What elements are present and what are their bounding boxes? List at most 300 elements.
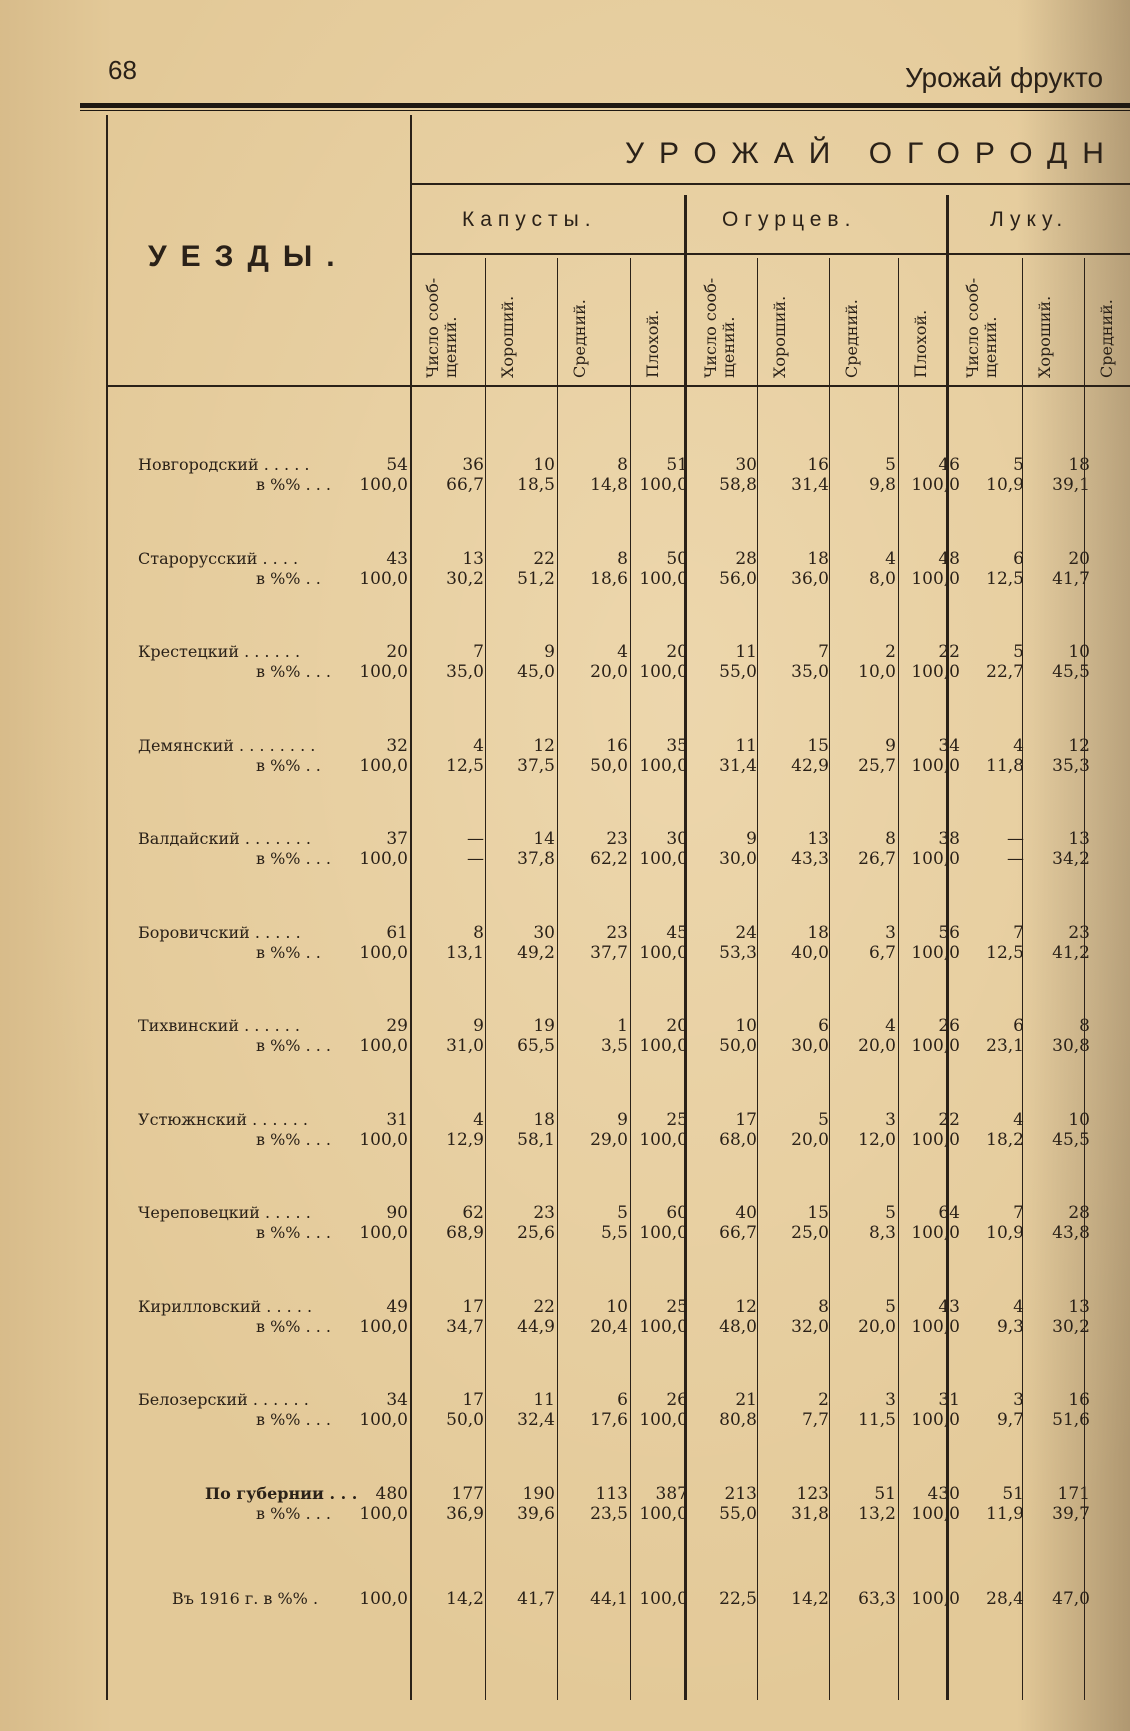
count-cell: 23 — [606, 922, 628, 943]
percent-cell: 100,0 — [359, 1223, 408, 1243]
percent-cell: 100,0 — [359, 1410, 408, 1430]
percent-cell: 12,5 — [446, 755, 484, 776]
count-cell: 4 — [617, 642, 628, 662]
percent-cell: 68,9 — [446, 1223, 484, 1243]
percent-cell: 31,0 — [446, 1036, 484, 1056]
row-uezd-name: Устюжнский . . . . . . — [138, 1109, 309, 1129]
count-cell: 28 — [735, 548, 757, 569]
percent-cell: 36,9 — [446, 1503, 484, 1524]
count-cell: 20 — [666, 1016, 688, 1036]
count-cell: 9 — [544, 642, 555, 662]
count-cell: 31 — [386, 1109, 408, 1130]
count-cell: 23 — [606, 829, 628, 849]
percent-cell: 100,0 — [359, 568, 408, 589]
percent-cell: 56,0 — [719, 568, 757, 589]
percent-cell: 66,7 — [719, 1223, 757, 1243]
count-cell: 8 — [473, 922, 484, 943]
count-cell: 4 — [885, 548, 896, 569]
column-header — [964, 278, 1000, 378]
percent-cell: 100,0 — [911, 1223, 960, 1243]
percent-cell: 23,5 — [590, 1503, 628, 1524]
count-cell: 18 — [807, 922, 829, 943]
row-percent-label: в %% . . . — [256, 849, 332, 868]
count-cell: 8 — [885, 829, 896, 849]
count-cell: 7 — [473, 642, 484, 662]
count-cell: 9 — [617, 1109, 628, 1130]
count-cell: 480 — [375, 1483, 408, 1504]
percent-cell: 18,5 — [517, 475, 555, 495]
percent-cell: 100,0 — [911, 942, 960, 963]
percent-cell: 100,0 — [359, 849, 408, 869]
count-cell: 6 — [1013, 548, 1024, 569]
row-1916-name: Въ 1916 г. в %% . — [172, 1589, 319, 1608]
count-cell: 56 — [938, 922, 960, 943]
count-cell: 4 — [473, 735, 484, 756]
count-cell: 5 — [885, 1203, 896, 1223]
column-header-line: Плохой. — [643, 309, 662, 378]
column-header-line: Число сооб- — [963, 277, 982, 378]
percent-cell: 100,0 — [639, 1223, 688, 1243]
count-cell: 15 — [807, 1203, 829, 1223]
percent-cell: 20,0 — [590, 662, 628, 682]
count-cell: 177 — [451, 1483, 484, 1504]
column-header-line: Число сооб- — [701, 277, 720, 378]
row-percent-label: в %% . . . — [256, 475, 332, 494]
percent-cell: 12,0 — [858, 1129, 896, 1150]
count-cell: 171 — [1057, 1483, 1090, 1504]
percent-cell: 100,0 — [359, 1503, 408, 1524]
percent-cell: 35,0 — [791, 662, 829, 682]
count-cell: 10 — [606, 1296, 628, 1317]
count-cell: 6 — [818, 1016, 829, 1036]
percent-cell: 39,7 — [1052, 1503, 1090, 1524]
percent-cell: 3,5 — [600, 1036, 628, 1056]
percent-cell: 100,0 — [639, 1036, 688, 1056]
column-header — [644, 310, 662, 378]
row-percent-label: в %% . . . — [256, 1223, 332, 1242]
count-cell: — — [467, 829, 484, 849]
count-cell: 54 — [386, 455, 408, 475]
percent-cell: 6,7 — [868, 942, 896, 963]
column-rule — [106, 115, 108, 1700]
percent-cell: 100,0 — [359, 942, 408, 963]
percent-cell: 50,0 — [590, 755, 628, 776]
percent-cell: — — [1007, 849, 1024, 869]
count-cell: 113 — [595, 1483, 628, 1504]
column-header-line: Средний. — [570, 299, 589, 378]
count-cell: 16 — [807, 455, 829, 475]
header-rule — [410, 253, 1130, 255]
percent-cell: 30,8 — [1052, 1036, 1090, 1056]
percent-cell: 37,7 — [590, 942, 628, 963]
percent-cell: 41,7 — [1052, 568, 1090, 589]
percent-cell: 100,0 — [359, 1036, 408, 1056]
row-uezd-name: Крестецкий . . . . . . — [138, 642, 301, 661]
count-cell: 22 — [533, 1296, 555, 1317]
percent-cell: 25,0 — [791, 1223, 829, 1243]
percent-cell: 11,5 — [858, 1410, 896, 1430]
count-cell: 4 — [1013, 735, 1024, 756]
column-header-line: щений. — [981, 316, 1000, 378]
percent-cell: 100,0 — [911, 849, 960, 869]
percent-cell: 51,6 — [1052, 1410, 1090, 1430]
percent-cell: 100,0 — [911, 1410, 960, 1430]
percent-cell: 100,0 — [639, 755, 688, 776]
row-uezd-name: Демянский . . . . . . . . — [138, 735, 316, 755]
count-cell: 38 — [938, 829, 960, 849]
percent-1916-cell: 100,0 — [639, 1589, 688, 1609]
percent-cell: 100,0 — [911, 662, 960, 682]
count-cell: 43 — [938, 1296, 960, 1317]
row-uezd-name: Старорусский . . . . — [138, 548, 299, 568]
row-percent-label: в %% . . . — [256, 1410, 332, 1429]
count-cell: 15 — [807, 735, 829, 756]
count-cell: 190 — [522, 1483, 555, 1504]
count-cell: 13 — [807, 829, 829, 849]
count-cell: 30 — [666, 829, 688, 849]
percent-cell: 80,8 — [719, 1410, 757, 1430]
row-percent-label: в %% . . . — [256, 1503, 332, 1523]
percent-cell: 100,0 — [359, 1129, 408, 1150]
percent-cell: 30,2 — [1052, 1316, 1090, 1337]
row-uezd-name: Кирилловский . . . . . — [138, 1296, 313, 1316]
count-cell: 18 — [807, 548, 829, 569]
count-cell: 49 — [386, 1296, 408, 1317]
count-cell: 4 — [1013, 1109, 1024, 1130]
percent-1916-cell: 100,0 — [911, 1589, 960, 1609]
group-onion: Луку. — [990, 208, 1069, 231]
percent-cell: 26,7 — [858, 849, 896, 869]
percent-cell: 30,0 — [791, 1036, 829, 1056]
page-number: 68 — [108, 55, 137, 85]
column-header — [1098, 299, 1116, 378]
percent-cell: 41,2 — [1052, 942, 1090, 963]
percent-cell: 58,8 — [719, 475, 757, 495]
percent-cell: 13,1 — [446, 942, 484, 963]
percent-cell: 5,5 — [600, 1223, 628, 1243]
count-cell: 60 — [666, 1203, 688, 1223]
percent-1916-cell: 14,2 — [791, 1589, 829, 1609]
column-header — [571, 299, 589, 378]
percent-cell: 7,7 — [801, 1410, 829, 1430]
count-cell: 10 — [1068, 642, 1090, 662]
count-cell: 12 — [533, 735, 555, 756]
percent-cell: 12,9 — [446, 1129, 484, 1150]
count-cell: 30 — [533, 922, 555, 943]
percent-cell: 44,9 — [517, 1316, 555, 1337]
count-cell: 50 — [666, 548, 688, 569]
count-cell: 8 — [1079, 1016, 1090, 1036]
percent-cell: 29,0 — [590, 1129, 628, 1150]
percent-cell: 8,3 — [868, 1223, 896, 1243]
count-cell: 5 — [818, 1109, 829, 1130]
column-header — [424, 278, 460, 378]
running-head: Урожай фрукто — [905, 62, 1104, 93]
count-cell: 16 — [606, 735, 628, 756]
column-header — [702, 278, 738, 378]
column-rule — [898, 258, 899, 1700]
row-percent-label: в %% . . . — [256, 662, 332, 681]
percent-cell: 100,0 — [639, 568, 688, 589]
count-cell: 13 — [1068, 829, 1090, 849]
count-cell: 9 — [885, 735, 896, 756]
column-rule — [410, 115, 412, 1700]
count-cell: 62 — [462, 1203, 484, 1223]
count-cell: 5 — [1013, 455, 1024, 475]
count-cell: 35 — [666, 735, 688, 756]
count-cell: 12 — [735, 1296, 757, 1317]
percent-cell: 31,4 — [791, 475, 829, 495]
count-cell: 21 — [735, 1390, 757, 1410]
row-percent-label: в %% . . — [256, 755, 321, 775]
percent-1916-cell: 63,3 — [858, 1589, 896, 1609]
percent-cell: 100,0 — [911, 755, 960, 776]
percent-1916-cell: 28,4 — [986, 1589, 1024, 1609]
column-rule — [485, 258, 486, 1700]
percent-cell: 100,0 — [639, 1316, 688, 1337]
count-cell: 64 — [938, 1203, 960, 1223]
count-cell: 10 — [1068, 1109, 1090, 1130]
percent-1916-cell: 14,2 — [446, 1589, 484, 1609]
column-header — [912, 310, 930, 378]
row-percent-label: в %% . . — [256, 942, 321, 962]
percent-cell: 55,0 — [719, 662, 757, 682]
group-cabbage: Капусты. — [462, 208, 597, 231]
count-cell: 2 — [885, 642, 896, 662]
percent-cell: 9,7 — [996, 1410, 1024, 1430]
percent-cell: 17,6 — [590, 1410, 628, 1430]
count-cell: 9 — [473, 1016, 484, 1036]
count-cell: 10 — [533, 455, 555, 475]
count-cell: 5 — [1013, 642, 1024, 662]
column-header-line: Хороший. — [770, 295, 789, 378]
count-cell: 6 — [617, 1390, 628, 1410]
count-cell: 3 — [885, 922, 896, 943]
count-cell: 46 — [938, 455, 960, 475]
row-uezd-name: По губернии . . . — [205, 1483, 358, 1503]
count-cell: 13 — [462, 548, 484, 569]
percent-cell: 100,0 — [911, 568, 960, 589]
percent-cell: 49,2 — [517, 942, 555, 963]
column-header-line: Плохой. — [911, 309, 930, 378]
percent-cell: 45,0 — [517, 662, 555, 682]
count-cell: 43 — [386, 548, 408, 569]
row-percent-label: в %% . . . — [256, 1129, 332, 1149]
count-cell: 3 — [1013, 1390, 1024, 1410]
count-cell: 387 — [655, 1483, 688, 1504]
column-header-line: щений. — [719, 316, 738, 378]
percent-cell: 55,0 — [719, 1503, 757, 1524]
percent-cell: 100,0 — [639, 942, 688, 963]
top-rule — [80, 103, 1130, 108]
column-header — [843, 299, 861, 378]
percent-cell: 100,0 — [911, 1129, 960, 1150]
count-cell: 31 — [938, 1390, 960, 1410]
percent-cell: 100,0 — [911, 1503, 960, 1524]
count-cell: 9 — [746, 829, 757, 849]
percent-cell: 20,0 — [858, 1316, 896, 1337]
percent-cell: 20,0 — [858, 1036, 896, 1056]
percent-cell: 25,7 — [858, 755, 896, 776]
percent-cell: 22,7 — [986, 662, 1024, 682]
percent-cell: 10,9 — [986, 475, 1024, 495]
percent-cell: 31,8 — [791, 1503, 829, 1524]
column-header — [1036, 296, 1054, 378]
count-cell: 11 — [735, 735, 757, 756]
row-percent-label: в %% . . — [256, 568, 321, 588]
percent-1916-cell: 100,0 — [359, 1589, 408, 1609]
count-cell: 213 — [724, 1483, 757, 1504]
percent-cell: 43,8 — [1052, 1223, 1090, 1243]
count-cell: 24 — [735, 922, 757, 943]
percent-cell: 23,1 — [986, 1036, 1024, 1056]
row-uezd-name: Белозерский . . . . . . — [138, 1390, 309, 1409]
percent-cell: 8,0 — [868, 568, 896, 589]
percent-cell: 100,0 — [359, 1316, 408, 1337]
count-cell: 26 — [938, 1016, 960, 1036]
percent-cell: 12,5 — [986, 568, 1024, 589]
count-cell: 430 — [927, 1483, 960, 1504]
uezdy-header: УЕЗДЫ. — [148, 240, 349, 273]
percent-cell: 13,2 — [858, 1503, 896, 1524]
percent-cell: 11,9 — [986, 1503, 1024, 1524]
percent-1916-cell: 47,0 — [1052, 1589, 1090, 1609]
percent-cell: 50,0 — [719, 1036, 757, 1056]
percent-cell: 50,0 — [446, 1410, 484, 1430]
percent-cell: 10,0 — [858, 662, 896, 682]
count-cell: 3 — [885, 1109, 896, 1130]
count-cell: 1 — [617, 1016, 628, 1036]
percent-cell: 40,0 — [791, 942, 829, 963]
count-cell: 5 — [885, 1296, 896, 1317]
row-uezd-name: Боровичский . . . . . — [138, 922, 301, 942]
percent-cell: 37,8 — [517, 849, 555, 869]
count-cell: 37 — [386, 829, 408, 849]
percent-cell: 39,6 — [517, 1503, 555, 1524]
percent-cell: 45,5 — [1052, 1129, 1090, 1150]
count-cell: 45 — [666, 922, 688, 943]
count-cell: 28 — [1068, 1203, 1090, 1223]
row-percent-label: в %% . . . — [256, 1316, 332, 1336]
count-cell: 36 — [462, 455, 484, 475]
count-cell: 22 — [533, 548, 555, 569]
harvest-header: УРОЖАЙ ОГОРОДН — [625, 137, 1119, 170]
column-header-line: Число сооб- — [423, 277, 442, 378]
count-cell: 8 — [617, 455, 628, 475]
percent-cell: — — [467, 849, 484, 869]
column-header-line: Средний. — [842, 299, 861, 378]
percent-1916-cell: 44,1 — [590, 1589, 628, 1609]
count-cell: 23 — [533, 1203, 555, 1223]
percent-cell: 45,5 — [1052, 662, 1090, 682]
percent-cell: 51,2 — [517, 568, 555, 589]
percent-cell: 53,3 — [719, 942, 757, 963]
percent-cell: 66,7 — [446, 475, 484, 495]
count-cell: 123 — [796, 1483, 829, 1504]
percent-cell: 35,0 — [446, 662, 484, 682]
count-cell: 34 — [938, 735, 960, 756]
count-cell: 5 — [617, 1203, 628, 1223]
column-rule — [829, 258, 830, 1700]
count-cell: 29 — [386, 1016, 408, 1036]
count-cell: 12 — [1068, 735, 1090, 756]
count-cell: 51 — [874, 1483, 896, 1504]
count-cell: 61 — [386, 922, 408, 943]
percent-cell: 48,0 — [719, 1316, 757, 1337]
percent-cell: 39,1 — [1052, 475, 1090, 495]
count-cell: 3 — [885, 1390, 896, 1410]
percent-cell: 68,0 — [719, 1129, 757, 1150]
row-uezd-name: Новгородский . . . . . — [138, 455, 310, 474]
percent-1916-cell: 41,7 — [517, 1589, 555, 1609]
count-cell: 17 — [462, 1390, 484, 1410]
percent-cell: 30,2 — [446, 568, 484, 589]
count-cell: 48 — [938, 548, 960, 569]
percent-cell: 37,5 — [517, 755, 555, 776]
percent-cell: 32,4 — [517, 1410, 555, 1430]
count-cell: 26 — [666, 1390, 688, 1410]
percent-cell: 100,0 — [639, 1129, 688, 1150]
percent-cell: 25,6 — [517, 1223, 555, 1243]
count-cell: 34 — [386, 1390, 408, 1410]
count-cell: 11 — [533, 1390, 555, 1410]
header-rule — [410, 183, 1130, 185]
percent-cell: 100,0 — [639, 662, 688, 682]
count-cell: 19 — [533, 1016, 555, 1036]
count-cell: 32 — [386, 735, 408, 756]
count-cell: 13 — [1068, 1296, 1090, 1317]
count-cell: 20 — [1068, 548, 1090, 569]
count-cell: 2 — [818, 1390, 829, 1410]
percent-cell: 100,0 — [911, 1036, 960, 1056]
row-percent-label: в %% . . . — [256, 1036, 332, 1055]
percent-cell: 62,2 — [590, 849, 628, 869]
count-cell: 20 — [666, 642, 688, 662]
percent-cell: 43,3 — [791, 849, 829, 869]
percent-cell: 30,0 — [719, 849, 757, 869]
percent-cell: 10,9 — [986, 1223, 1024, 1243]
percent-cell: 100,0 — [359, 755, 408, 776]
percent-cell: 100,0 — [639, 1410, 688, 1430]
column-rule — [757, 258, 758, 1700]
percent-cell: 65,5 — [517, 1036, 555, 1056]
count-cell: 4 — [1013, 1296, 1024, 1317]
column-header-line: Средний. — [1097, 299, 1116, 378]
percent-cell: 20,0 — [791, 1129, 829, 1150]
percent-cell: 34,7 — [446, 1316, 484, 1337]
count-cell: 40 — [735, 1203, 757, 1223]
percent-cell: 9,8 — [868, 475, 896, 495]
count-cell: 11 — [735, 642, 757, 662]
count-cell: 51 — [1002, 1483, 1024, 1504]
count-cell: 16 — [1068, 1390, 1090, 1410]
column-rule — [557, 258, 558, 1700]
percent-cell: 32,0 — [791, 1316, 829, 1337]
count-cell: 22 — [938, 642, 960, 662]
percent-cell: 100,0 — [639, 475, 688, 495]
percent-cell: 100,0 — [639, 1503, 688, 1524]
percent-cell: 9,3 — [996, 1316, 1024, 1337]
percent-cell: 100,0 — [359, 662, 408, 682]
percent-cell: 31,4 — [719, 755, 757, 776]
count-cell: 22 — [938, 1109, 960, 1130]
row-uezd-name: Тихвинский . . . . . . — [138, 1016, 301, 1035]
header-rule — [106, 385, 1130, 387]
count-cell: 7 — [818, 642, 829, 662]
count-cell: 7 — [1013, 1203, 1024, 1223]
percent-cell: 34,2 — [1052, 849, 1090, 869]
count-cell: — — [1007, 829, 1024, 849]
